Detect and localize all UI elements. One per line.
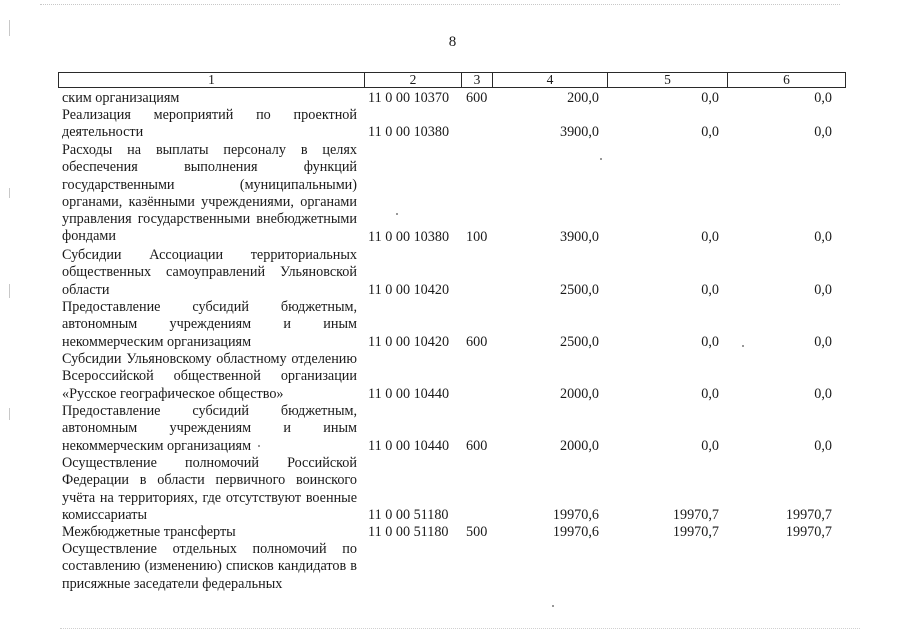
row-col6: 0,0 [814, 229, 832, 245]
row-name: Межбюджетные трансферты [62, 524, 236, 540]
row-vr: 100 [466, 229, 488, 245]
row-vr: 600 [466, 334, 488, 350]
row-vr: 600 [466, 90, 488, 106]
scan-artifact-left [9, 188, 10, 198]
row-name: Предоставление субсидий бюджетным, автономным учреждениям и иным некоммерческим организациям [62, 299, 357, 350]
row-col6: 19970,7 [785, 507, 832, 523]
table-header [58, 72, 846, 88]
header-col-1: 1 [208, 72, 215, 87]
row-col5: 0,0 [701, 438, 719, 454]
row-col4: 2000,0 [559, 386, 599, 402]
scan-speck [742, 345, 744, 347]
row-name: Осуществление полномочий Российской Федерации в области первичного воинского учёта на территориях, где отсутствуют военные комиссариаты [62, 455, 357, 523]
scan-artifact-bottom [60, 628, 860, 632]
row-col4: 3900,0 [559, 229, 599, 245]
row-code: 11 0 00 10420 [368, 334, 450, 350]
row-code: 11 0 00 10370 [368, 90, 450, 106]
header-col-5: 5 [664, 72, 671, 87]
row-col5: 19970,7 [672, 507, 719, 523]
row-col5: 0,0 [701, 386, 719, 402]
scan-speck [600, 158, 602, 160]
row-col5: 0,0 [701, 229, 719, 245]
page-number: 8 [448, 34, 457, 50]
row-code: 11 0 00 51180 [368, 507, 449, 523]
scan-speck [396, 213, 398, 215]
row-col6: 19970,7 [785, 524, 832, 540]
row-name: Субсидии Ульяновскому областному отделению Всероссийской общественной организации «Русское географическое общество» [62, 351, 357, 402]
row-code: 11 0 00 10380 [368, 229, 450, 245]
row-name: Расходы на выплаты персоналу в целях обеспечения выполнения функций государственными (муниципальными) органами, казёнными учреждениями, органами управления государственными внебюджетными фондами [62, 142, 357, 245]
row-col6: 0,0 [814, 334, 832, 350]
row-code: 11 0 00 10440 [368, 386, 450, 402]
row-name: ским организациям [62, 90, 180, 106]
row-col5: 0,0 [701, 124, 719, 140]
row-col4: 200,0 [567, 90, 599, 106]
row-col4: 2500,0 [559, 282, 599, 298]
header-col-6: 6 [783, 72, 790, 87]
row-col6: 0,0 [814, 124, 832, 140]
row-col5: 19970,7 [672, 524, 719, 540]
scan-speck [258, 445, 260, 447]
row-name: Осуществление отдельных полномочий по составлению (изменению) списков кандидатов в присяжные заседатели федеральных [62, 541, 357, 592]
scan-artifact-top [40, 4, 840, 8]
row-code: 11 0 00 10440 [368, 438, 450, 454]
row-col5: 0,0 [701, 334, 719, 350]
row-col4: 3900,0 [559, 124, 599, 140]
row-col4: 2500,0 [559, 334, 599, 350]
row-col4: 19970,6 [552, 507, 599, 523]
row-vr: 600 [466, 438, 488, 454]
row-name: Реализация мероприятий по проектной деятельности [62, 107, 357, 141]
row-col5: 0,0 [701, 90, 719, 106]
row-vr: 500 [466, 524, 488, 540]
header-col-3: 3 [473, 72, 481, 87]
row-name: Предоставление субсидий бюджетным, автономным учреждениям и иным некоммерческим организациям [62, 403, 357, 454]
row-col5: 0,0 [701, 282, 719, 298]
header-col-4: 4 [546, 72, 554, 87]
row-code: 11 0 00 10420 [368, 282, 450, 298]
scan-artifact-left [9, 408, 10, 420]
row-col6: 0,0 [814, 282, 832, 298]
row-col6: 0,0 [814, 438, 832, 454]
scan-artifact-left [9, 284, 10, 298]
row-code: 11 0 00 10380 [368, 124, 450, 140]
row-col4: 19970,6 [552, 524, 599, 540]
row-col4: 2000,0 [559, 438, 599, 454]
scan-speck [552, 605, 554, 607]
row-code: 11 0 00 51180 [368, 524, 449, 540]
header-col-2: 2 [409, 72, 417, 87]
row-col6: 0,0 [814, 90, 832, 106]
row-col6: 0,0 [814, 386, 832, 402]
row-name: Субсидии Ассоциации территориальных общественных самоуправлений Ульяновской области [62, 247, 357, 298]
